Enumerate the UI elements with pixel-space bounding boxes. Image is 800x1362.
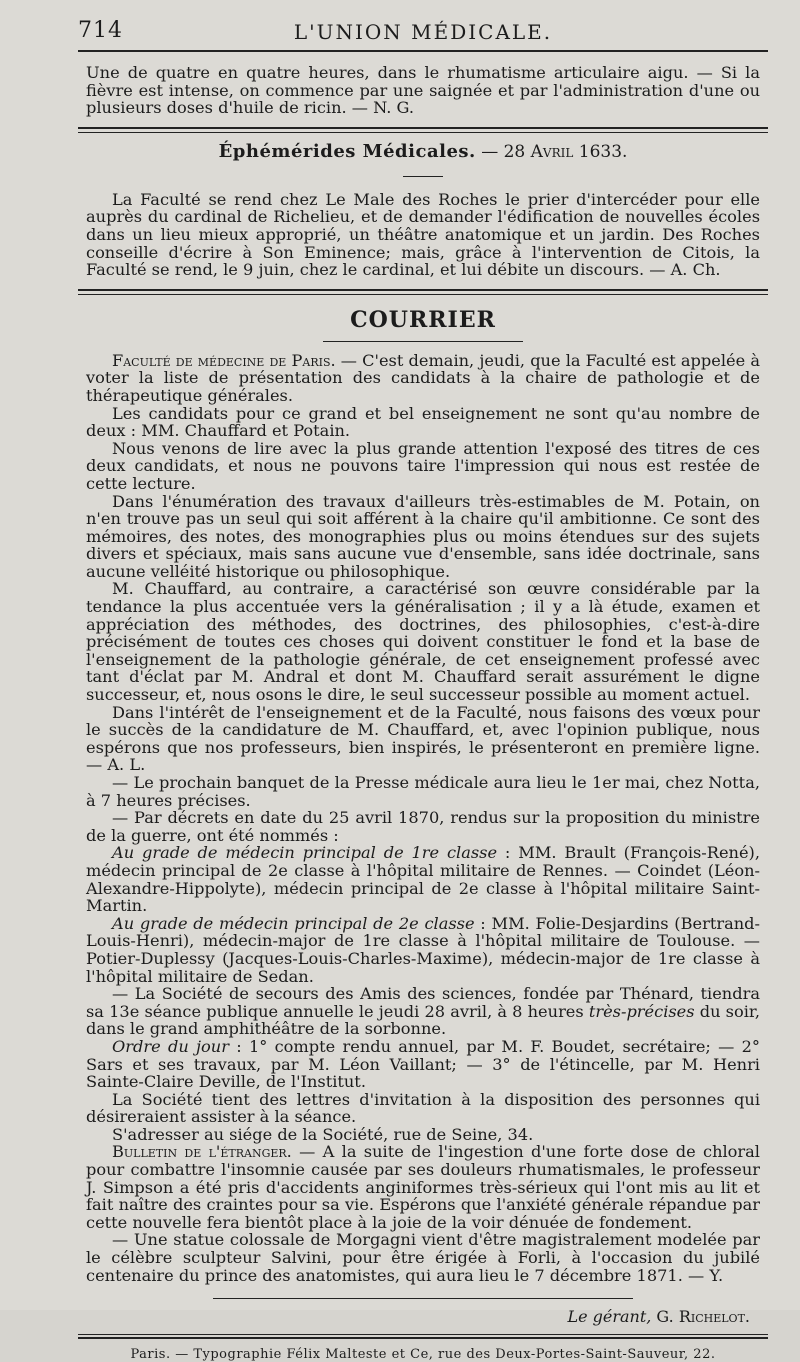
section-divider xyxy=(78,127,768,133)
printer-imprint: Paris. — Typographie Félix Malteste et Ce, rue des Deux-Portes-Saint-Sauveur, 22. xyxy=(130,1347,716,1362)
chauffard-paragraph: M. Chauffard, au contraire, a caractérisé son œuvre considérable par la tendance la plus accentuée vers la généralisation ; il y a là étude, examen et appréciation des méthodes, des doctrines, des philosophies, c'est-à-dire précisément de toutes ces choses qui doivent constituer le fond et la base de l'enseignement de la pathologie générale, de cet enseignement professé avec tant d'éclat par M. Andral et dont M. Chauffard serait assurément le digne successeur, et, nous osons le dire, le seul successeur possible au moment actuel. xyxy=(86,579,760,705)
courrier-section xyxy=(86,307,760,1284)
ephemerides-date-month: Avril xyxy=(530,141,574,162)
society-text-b: du soir, dans le grand amphithéâtre de la sorbonne. xyxy=(86,1001,760,1039)
courrier-body xyxy=(86,352,760,1284)
potain-paragraph: Dans l'énumération des travaux d'ailleurs très-estimables de M. Potain, on n'en trouve pas un seul qui soit afférent à la chaire qu'il ambitionne. Ce sont des mémoires, des notes, des monographies plus ou moins étendues sur des sujets divers et spéciaux, mais sans aucune vue d'ensemble, sans idée doctrinale, sans aucune velléité historique ou philosophique. xyxy=(86,491,760,581)
grade-first-class-paragraph xyxy=(86,844,760,914)
faculty-label: Faculté de médecine de Paris. xyxy=(112,350,336,370)
banquet-paragraph: — Le prochain banquet de la Presse médicale aura lieu le 1er mai, chez Notta, à 7 heures précises. xyxy=(86,773,760,810)
end-divider xyxy=(213,1298,633,1299)
page-header xyxy=(78,14,768,52)
agenda-paragraph xyxy=(86,1038,760,1091)
bulletin-text: — A la suite de l'ingestion d'une forte dose de chloral pour combattre l'insomnie causée par ses douleurs rhumatismales, le professeur J. Simpson a été pris d'accidents anginiformes très-sérieux qui l'ont mis au lit et fait naître des craintes pour sa vie. Espérons que l'anxiété générale répandue par cette nouvelle fera bientôt place à la joie de la voir dénuée de fondement. xyxy=(86,1142,760,1232)
ephemerides-heading xyxy=(86,141,760,162)
signature-label: Le gérant, xyxy=(567,1307,652,1327)
footer-divider xyxy=(78,1334,768,1339)
courrier-title: COURRIER xyxy=(350,306,496,333)
society-paragraph xyxy=(86,985,760,1038)
faculty-text: — C'est demain, jeudi, que la Faculté est appelée à voter la liste de présentation des candidats à la chaire de pathologie et de thérapeutique générales. xyxy=(86,350,760,405)
society-text-italic: très-précises xyxy=(588,1001,695,1021)
invitations-paragraph: La Société tient des lettres d'invitation à la disposition des personnes qui désireraient assister à la séance. xyxy=(86,1089,760,1127)
lecture-paragraph: Nous venons de lire avec la plus grande attention l'exposé des titres de ces deux candidats, et nous ne pouvons taire l'impression qui nous est restée de cette lecture. xyxy=(86,438,760,493)
ephemerides-date-year: 1633. xyxy=(573,141,628,162)
section-divider xyxy=(78,289,768,295)
faculty-paragraph xyxy=(86,352,760,405)
ephemerides-title: Éphémérides Médicales. xyxy=(218,140,476,162)
grade-first-class-text: : MM. Brault (François-René), médecin principal de 2e classe à l'hôpital militaire de Rennes. — Coindet (Léon-Alexandre-Hippolyte), médecin principal de 2e classe à l'hôpital militaire Saint-Martin. xyxy=(86,843,761,916)
ephemerides-date-day: 28 xyxy=(503,141,531,162)
address-paragraph: S'adresser au siége de la Société, rue de Seine, 34. xyxy=(112,1124,534,1144)
ephemerides-paragraph: La Faculté se rend chez Le Male des Roches le prier d'intercéder pour elle auprès du cardinal de Richelieu, et de demander l'édification de nouvelles écoles dans un lieu mieux approprié, un théâtre anatomique et un jardin. Des Roches conseille d'écrire à Son Eminence; mais, grâce à l'intervention de Citois, la Faculté se rend, le 9 juin, chez le cardinal, et lui débite un discours. — A. Ch. xyxy=(86,189,760,280)
signature xyxy=(86,1307,760,1326)
ephemerides-body xyxy=(86,191,760,279)
bulletin-paragraph xyxy=(86,1143,760,1231)
candidates-paragraph: Les candidats pour ce grand et bel enseignement ne sont qu'au nombre de deux : MM. Chauffard et Potain. xyxy=(86,403,760,441)
society-text-a: — La Société de secours des Amis des sciences, fondée par Thénard, tiendra sa 13e séance publique annuelle le jeudi 28 avril, à 8 heures xyxy=(86,984,760,1021)
short-divider xyxy=(403,176,443,177)
journal-title: L'UNION MÉDICALE. xyxy=(293,20,553,44)
continuation-paragraph: Une de quatre en quatre heures, dans le rhumatisme articulaire aigu. — Si la fièvre est intense, on commence par une saignée et par l'administration d'une ou plusieurs doses d'huile de ricin. — N. G. xyxy=(86,63,760,118)
page-number: 714 xyxy=(78,18,123,43)
signature-name: G. Richelot. xyxy=(651,1307,750,1327)
grade-second-class-label: Au grade de médecin principal de 2e classe xyxy=(112,913,475,933)
grade-second-class-paragraph xyxy=(86,915,760,985)
grade-first-class-label: Au grade de médecin principal de 1re classe xyxy=(112,843,498,863)
courrier-underline xyxy=(323,341,523,342)
agenda-label: Ordre du jour xyxy=(112,1036,229,1056)
agenda-text: : 1° compte rendu annuel, par M. F. Boudet, secrétaire; — 2° Sars et ses travaux, par M. Léon Vaillant; — 3° de l'étincelle, par M. Henri Sainte-Claire Deville, de l'Institut. xyxy=(86,1036,760,1092)
grade-second-class-text: : MM. Folie-Desjardins (Bertrand-Louis-Henri), médecin-major de 1re classe à l'hôpital militaire de Toulouse. — Potier-Duplessy (Jacques-Louis-Charles-Maxime), médecin-major de 1re classe à l'hôpital militaire de Sedan. xyxy=(86,913,760,986)
interest-paragraph: Dans l'intérêt de l'enseignement et de la Faculté, nous faisons des vœux pour le succès de la candidature de M. Chauffard, et, avec l'opinion publique, nous espérons que nos professeurs, bien inspirés, le présenteront en première ligne. — A. L. xyxy=(86,702,760,775)
statue-paragraph: — Une statue colossale de Morgagni vient d'être magistralement modelée par le célèbre sculpteur Salvini, pour être érigée à Forli, à l'occasion du jubilé centenaire du prince des anatomistes, qui aura lieu le 7 décembre 1871. — Y. xyxy=(86,1230,760,1285)
ephemerides-dash: — xyxy=(475,141,504,162)
decrees-paragraph: — Par décrets en date du 25 avril 1870, rendus sur la proposition du ministre de la guerre, ont été nommés : xyxy=(86,808,760,845)
bulletin-label: Bulletin de l'étranger. xyxy=(112,1142,292,1162)
previous-article-continuation xyxy=(86,64,760,117)
